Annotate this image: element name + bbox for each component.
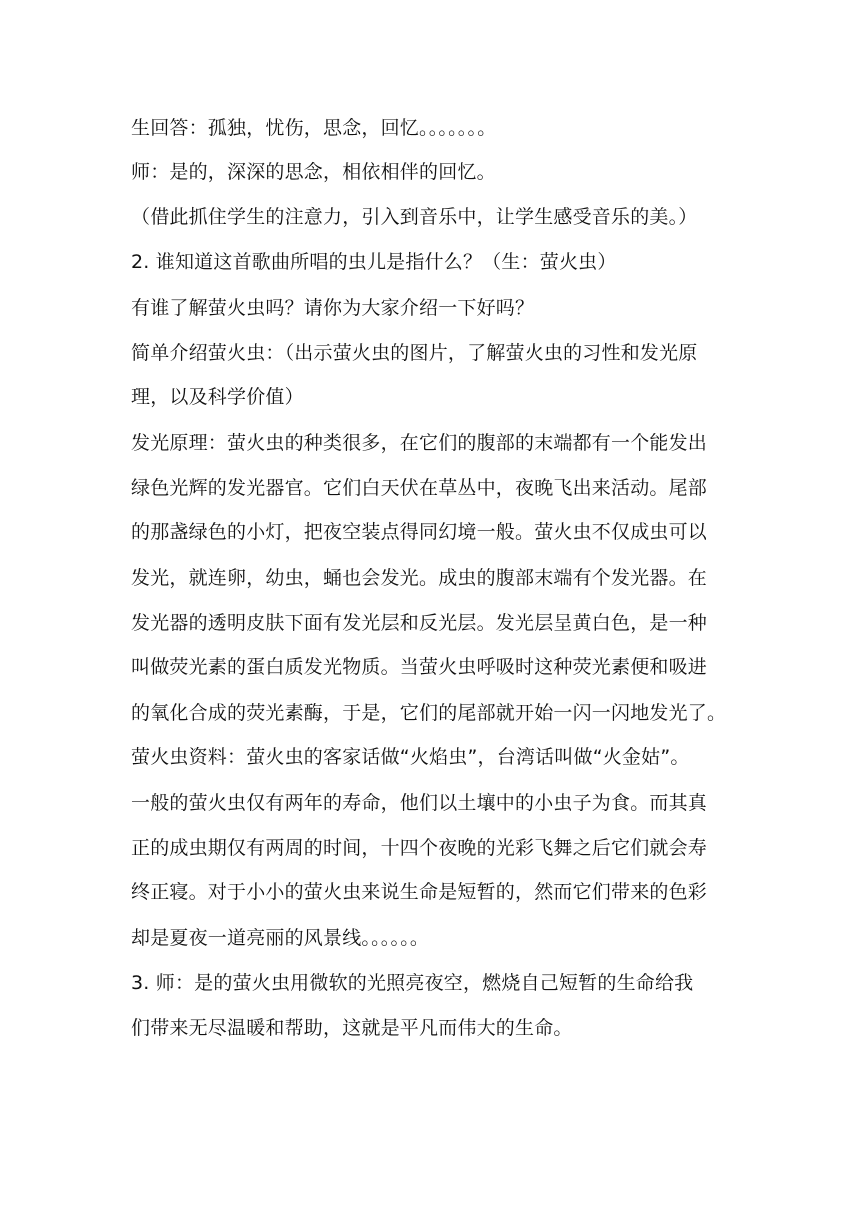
text-line: 3. 师：是的萤火虫用微软的光照亮夜空，燃烧自己短暂的生命给我 (131, 972, 694, 994)
text-line: 有谁了解萤火虫吗？请你为大家介绍一下好吗？ (131, 297, 535, 319)
text-line: 生回答：孤独，忧伤，思念，回忆。。。。。。。 (131, 117, 497, 139)
text-line: 萤火虫资料：萤火虫的客家话做“火焰虫”，台湾话叫做“火金姑”。 (131, 746, 690, 768)
text-line: 叫做荧光素的蛋白质发光物质。当萤火虫呼吸时这种荧光素便和吸进 (131, 656, 708, 678)
text-line: 终正寝。对于小小的萤火虫来说生命是短暂的，然而它们带来的色彩 (131, 881, 708, 903)
text-line: 2. 谁知道这首歌曲所唱的虫儿是指什么？（生：萤火虫） (131, 251, 617, 273)
text-line: 却是夏夜一道亮丽的风景线。。。。。。 (131, 927, 430, 949)
text-line: 们带来无尽温暖和帮助，这就是平凡而伟大的生命。 (131, 1017, 573, 1039)
text-line: 简单介绍萤火虫：（出示萤火虫的图片，了解萤火虫的习性和发光原 (131, 342, 698, 364)
text-line: 师：是的，深深的思念，相依相伴的回忆。 (131, 161, 496, 183)
text-line: 发光原理：萤火虫的种类很多，在它们的腹部的末端都有一个能发出 (131, 432, 708, 454)
text-line: 的氧化合成的荧光素酶，于是，它们的尾部就开始一闪一闪地发光了。 (131, 702, 727, 724)
text-line: （借此抓住学生的注意力，引入到音乐中，让学生感受音乐的美。） (131, 206, 698, 228)
text-line: 正的成虫期仅有两周的时间，十四个夜晚的光彩飞舞之后它们就会寿 (131, 837, 708, 859)
text-line: 发光，就连卵，幼虫，蛹也会发光。成虫的腹部末端有个发光器。在 (131, 567, 708, 589)
text-line: 的那盏绿色的小灯，把夜空装点得同幻境一般。萤火虫不仅成虫可以 (131, 521, 708, 543)
text-line: 绿色光辉的发光器官。它们白天伏在草丛中，夜晚飞出来活动。尾部 (131, 477, 708, 499)
text-line: 发光器的透明皮肤下面有发光层和反光层。发光层呈黄白色，是一种 (131, 612, 708, 634)
text-line: 理，以及科学价值） (131, 386, 304, 408)
text-line: 一般的萤火虫仅有两年的寿命，他们以土壤中的小虫子为食。而其真 (131, 792, 708, 814)
